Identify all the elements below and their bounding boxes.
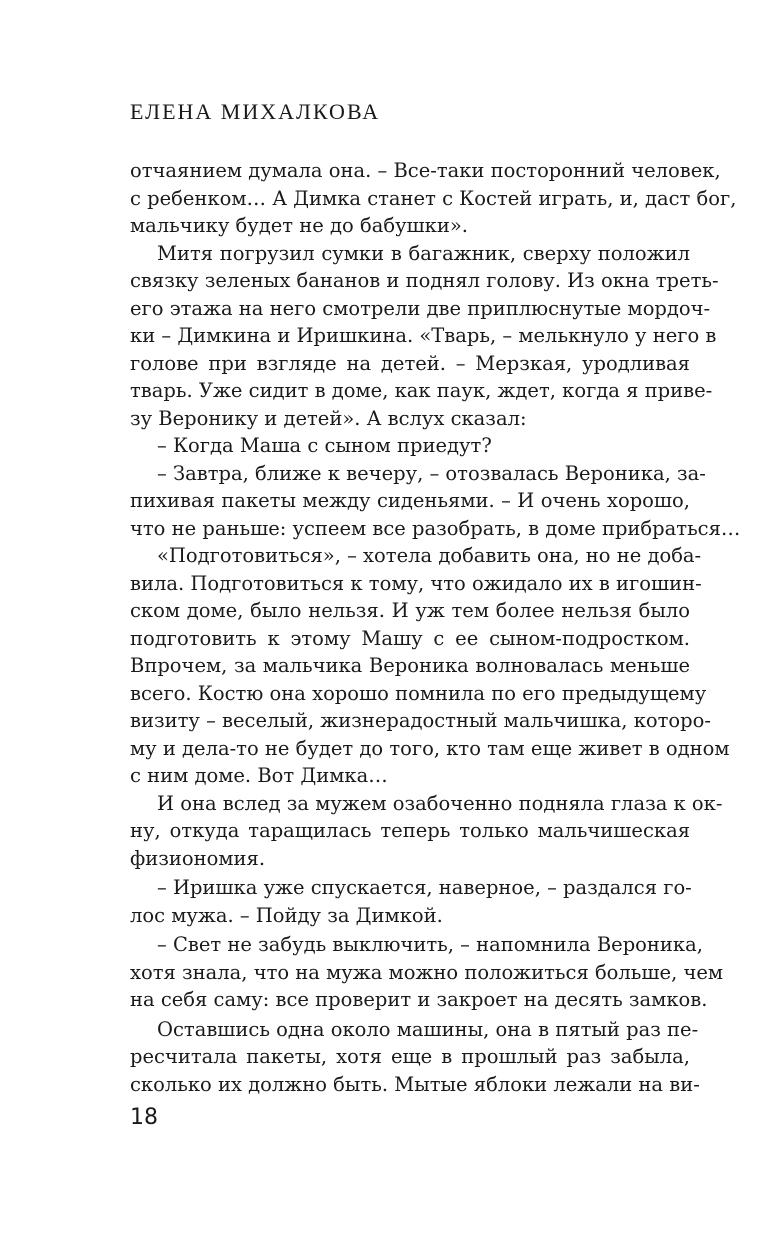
text-line: лос мужа. – Пойду за Димкой. (130, 903, 443, 927)
text-line: визиту – веселый, жизнерадостный мальчишка, которо- (130, 709, 711, 732)
text-line: связку зеленых бананов и поднял голову. Из окна треть- (130, 269, 719, 292)
running-head-author: ЕЛЕНА МИХАЛКОВА (130, 99, 381, 124)
text-line: всего. Костю она хорошо помнила по его предыдущему (130, 681, 707, 705)
text-line: сколько их должно быть. Мытые яблоки лежали на ви- (130, 1072, 700, 1096)
text-line: физиономия. (130, 846, 266, 870)
page-number: 18 (130, 1105, 158, 1130)
text-line: Впрочем, за мальчика Вероника волновалась меньше (130, 654, 690, 677)
text-line: зу Веронику и детей». А вслух сказал: (130, 406, 527, 430)
text-line: – Иришка уже спускается, наверное, – раздался го- (157, 876, 692, 899)
text-line: Оставшись одна около машины, она в пятый раз пе- (157, 1017, 699, 1041)
text-line: с ребенком… А Димка станет с Костей играть, и, даст бог, (130, 186, 737, 210)
text-line: тварь. Уже сидит в доме, как паук, ждет, когда я приве- (130, 379, 713, 402)
text-line: хотя знала, что на мужа можно положиться больше, чем (130, 960, 724, 984)
text-line: вила. Подготовиться к тому, что ожидало их в игошин- (130, 571, 702, 595)
text-line: му и дела-то не будет до того, кто там еще живет в одном (130, 736, 730, 760)
text-line: ну, откуда таращилась теперь только мальчишеская (130, 819, 690, 842)
text-line: мальчику будет не до бабушки». (130, 214, 468, 237)
text-line: ском доме, было нельзя. И уж тем более нельзя было (130, 599, 690, 622)
text-line: пихивая пакеты между сиденьями. – И очень хорошо, (130, 489, 690, 512)
text-line: ки – Димкина и Иришкина. «Тварь, – мелькнуло у него в (130, 324, 717, 347)
text-line: отчаянием думала она. – Все-таки посторонний человек, (130, 159, 721, 182)
text-line: голове при взгляде на детей. – Мерзкая, уродливая (130, 351, 690, 375)
text-line: ресчитала пакеты, хотя еще в прошлый раз забыла, (130, 1045, 690, 1068)
text-line: – Свет не забудь выключить, – напомнила Вероника, (157, 933, 703, 956)
text-line: Митя погрузил сумки в багажник, сверху положил (157, 241, 690, 265)
text-line: его этажа на него смотрели две приплюснутые мордоч- (130, 296, 711, 320)
text-line: – Когда Маша с сыном приедут? (157, 434, 492, 457)
text-line: на себя саму: все проверит и закроет на десять замков. (130, 988, 708, 1011)
body-text (130, 157, 741, 1098)
text-line: – Завтра, ближе к вечеру, – отозвалась Вероника, за- (157, 461, 706, 485)
text-line: что не раньше: успеем все разобрать, в доме прибраться… (130, 516, 741, 540)
text-line: И она вслед за мужем озабоченно подняла глаза к ок- (157, 791, 723, 815)
text-line: «Подготовиться», – хотела добавить она, но не доба- (157, 544, 702, 567)
text-line: подготовить к этому Машу с ее сыном-подростком. (130, 626, 690, 650)
text-line: с ним доме. Вот Димка… (130, 764, 388, 787)
